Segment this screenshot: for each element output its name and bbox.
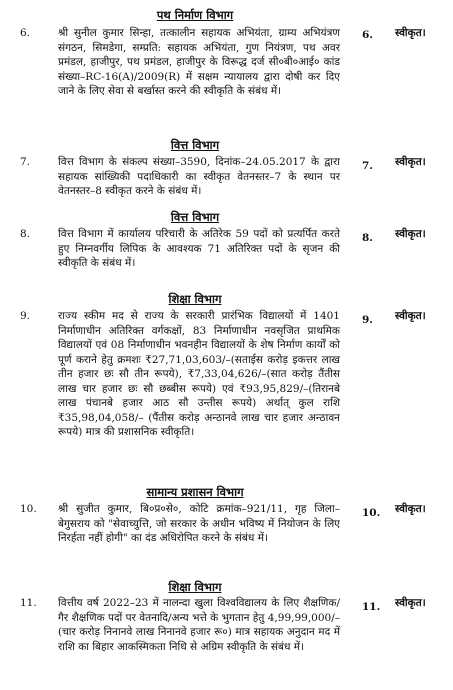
department-heading: शिक्षा विभाग [168, 292, 222, 306]
department-heading: सामान्य प्रशासन विभाग [146, 485, 244, 499]
item-description: राज्य स्कीम मद से राज्य के सरकारी प्रारंभिक विद्यालयों में 1401 निर्माणाधीन अतिरिक्त वर्गकक्षों, 83 निर्माणाधीन नवसृजित प्राथमिक विद्यालयों एवं 08 निर्माणाधीन भवनहीन विद्यालयों के शेष निर्माण कार्यों को पूर्ण कराने हेतु क्रमशः ₹27,71,03,603/–(सताईस करोड़ इकत्तर लाख तीन हजार छः सौ तीन रूपये), ₹7,33,04,626/–(सात करोड़ तैंतीस लाख चार हजार छः सौ छब्बीस रूपये) एवं ₹93,95,829/–(तिरानबे लाख पंचानबे हजार आठ सौ उन्तीस रूपये) अर्थात् कुल राशि ₹35,98,04,058/– (पैंतीस करोड़ अन्ठानवे लाख चार हजार अन्ठावन रूपये) मात्र की प्रशासनिक स्वीकृति। [58, 310, 340, 438]
department-heading: शिक्षा विभाग [168, 580, 222, 594]
decision-number: 8. [362, 232, 373, 244]
decision-status: स्वीकृत। [395, 27, 426, 39]
decision-number: 6. [362, 29, 373, 41]
decision-number: 7. [362, 160, 373, 172]
department-heading: वित्त विभाग [170, 210, 220, 224]
item-description: श्री सुनील कुमार सिन्हा, तत्कालीन सहायक अभियंता, ग्राम्य अभियंत्रण संगठन, सिमडेगा, सम्प्रति: सहायक अभियंता, गुण नियंत्रण, पथ अवर प्रमंडल, हाजीपुर, पथ प्रमंडल, हाजीपुर के विरूद्ध दर्ज सी०बी०आई० कांड संख्या–RC-16(A)/2009(R) में सक्षम न्यायालय द्वारा दोषी कर दिए जाने के लिए सेवा से बर्खास्त करने की स्वीकृति के संबंध में। [58, 27, 340, 97]
item-number: 9. [20, 310, 31, 322]
decision-number: 10. [362, 507, 381, 519]
decision-status: स्वीकृत। [395, 156, 426, 168]
decision-number: 11. [362, 601, 381, 613]
item-number: 6. [20, 27, 31, 39]
decision-number: 9. [362, 314, 373, 326]
decision-status: स्वीकृत। [395, 503, 426, 515]
item-number: 7. [20, 156, 31, 168]
decision-status: स्वीकृत। [395, 597, 426, 609]
item-description: वित्त विभाग के संकल्प संख्या–3590, दिनांक–24.05.2017 के द्वारा सहायक सांख्यिकी पदाधिकारी का स्वीकृत वेतनस्तर–7 के स्थान पर वेतनस्तर–8 स्वीकृत करने के संबंध में। [58, 156, 340, 197]
item-description: श्री सुजीत कुमार, बि०प्र०से०, कोटि क्रमांक–921/11, गृह जिला– बेगुसराय को "सेवाच्युत्ति, जो सरकार के अधीन भविष्य में नियोजन के लिए निरर्हता नहीं होगी" का दंड अधिरोपित करने के संबंध में। [58, 503, 340, 544]
department-heading: वित्त विभाग [170, 138, 220, 152]
item-number: 11. [20, 597, 37, 609]
item-description: वित्तीय वर्ष 2022–23 में नालन्दा खुला विश्वविद्यालय के लिए शैक्षणिक/गैर शैक्षणिक पदों पर वेतनादि/अन्य भत्ते के भुगतान हेतु 4,99,99,000/– (चार करोड़ निनानवे लाख निनानवे हजार रू०) मात्र सहायक अनुदान मद में राशि का बिहार आकस्मिकता निधि से अग्रिम स्वीकृति के संबंध में। [58, 597, 340, 653]
decision-status: स्वीकृत। [395, 228, 426, 240]
department-heading: पथ निर्माण विभाग [156, 8, 234, 22]
item-number: 10. [20, 503, 37, 515]
item-number: 8. [20, 228, 31, 240]
decision-status: स्वीकृत। [395, 310, 426, 322]
item-description: वित्त विभाग में कार्यालय परिचारी के अतिरेक 59 पदों को प्रत्यर्पित करते हुए निम्नवर्गीय लिपिक के आवश्यक 71 अतिरिक्त पदों के सृजन की स्वीकृति के संबंध में। [58, 228, 340, 269]
